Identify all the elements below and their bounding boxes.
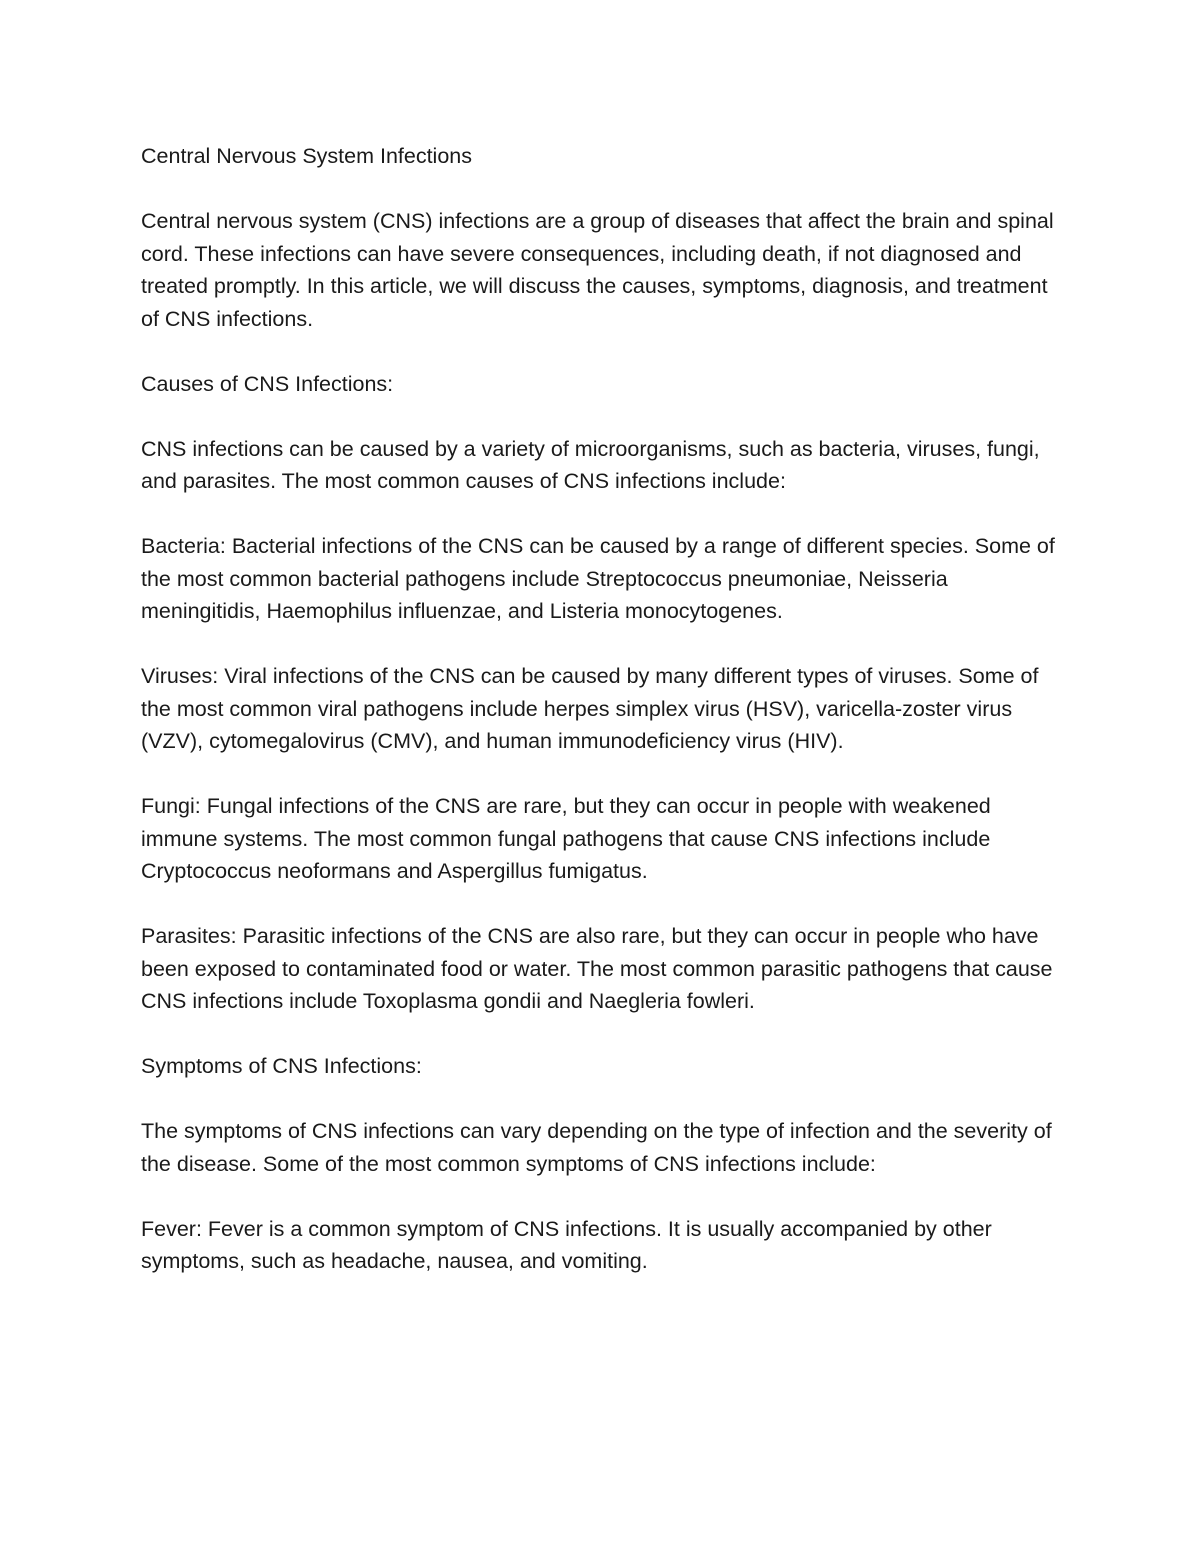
intro-paragraph: Central nervous system (CNS) infections are a group of diseases that affect the brain and spinal cord. These infections can have severe consequences, including death, if not diagnosed and treated promptly. In this article, we will discuss the causes, symptoms, diagnosis, and treatment of CNS infections. — [141, 209, 1054, 331]
document-title: Central Nervous System Infections — [141, 144, 472, 168]
symptoms-heading: Symptoms of CNS Infections: — [141, 1054, 422, 1078]
causes-heading: Causes of CNS Infections: — [141, 371, 394, 396]
causes-intro-paragraph: CNS infections can be caused by a variety of microorganisms, such as bacteria, viruses, fungi, and parasites. The most common causes of CNS infections include: — [141, 436, 1040, 493]
viruses-paragraph: Viruses: Viral infections of the CNS can be caused by many different types of viruses. Some of the most common viral pathogens include herpes simplex virus (HSV), varicella-zoster virus (VZV), cytomegalovirus (CMV), and human immunodeficiency virus (HIV). — [141, 664, 1039, 753]
document-body — [141, 140, 1061, 1278]
bacteria-paragraph: Bacteria: Bacterial infections of the CNS can be caused by a range of different species. Some of the most common bacterial pathogens include Streptococcus pneumoniae, Neisseria meningitidis, Haemophilus influenzae, and Listeria monocytogenes. — [141, 534, 1055, 623]
symptoms-intro-paragraph: The symptoms of CNS infections can vary depending on the type of infection and the severity of the disease. Some of the most common symptoms of CNS infections include: — [141, 1119, 1052, 1176]
fungi-paragraph: Fungi: Fungal infections of the CNS are rare, but they can occur in people with weakened immune systems. The most common fungal pathogens that cause CNS infections include Cryptococcus neoformans and Aspergillus fumigatus. — [141, 794, 991, 883]
parasites-paragraph: Parasites: Parasitic infections of the CNS are also rare, but they can occur in people who have been exposed to contaminated food or water. The most common parasitic pathogens that cause CNS infections include Toxoplasma gondii and Naegleria fowleri. — [141, 924, 1053, 1013]
fever-paragraph: Fever: Fever is a common symptom of CNS infections. It is usually accompanied by other symptoms, such as headache, nausea, and vomiting. — [141, 1216, 992, 1273]
